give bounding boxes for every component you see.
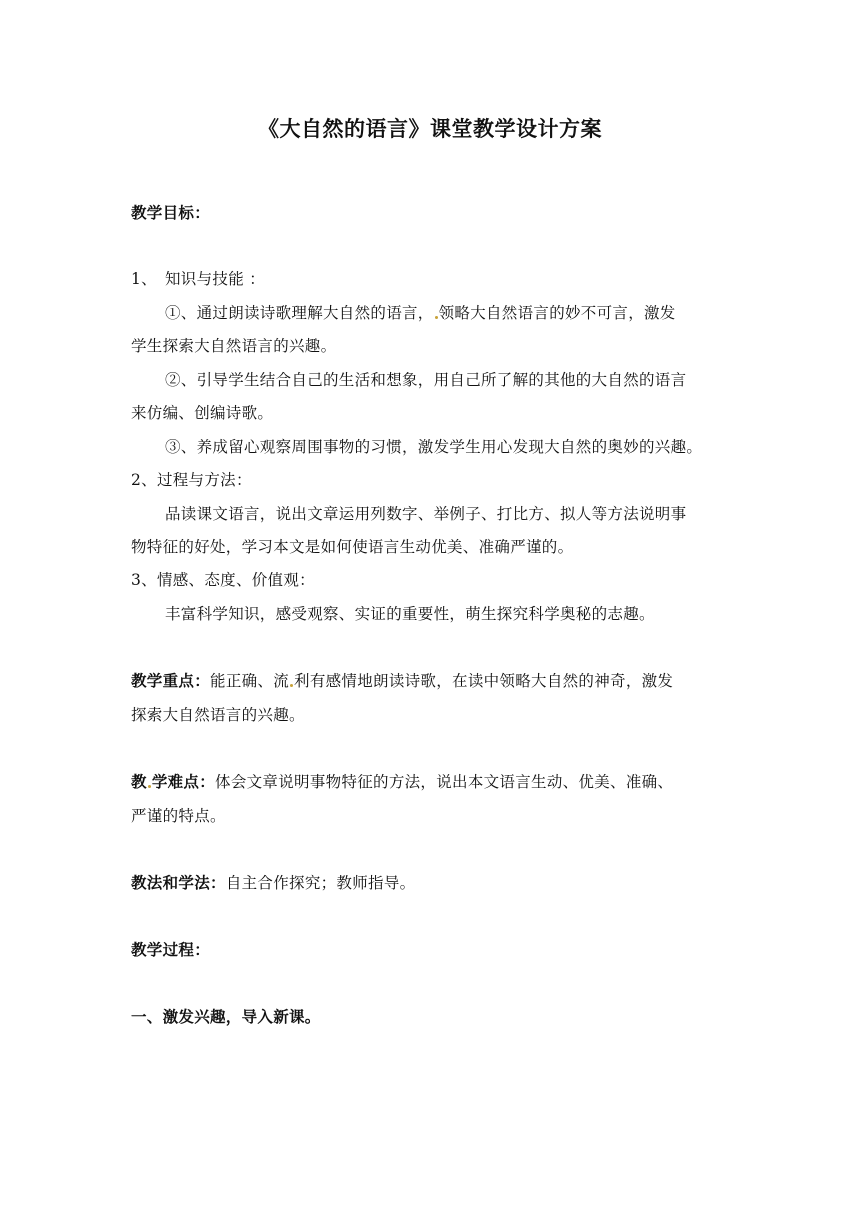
margin-mark-dot <box>290 684 293 687</box>
key-points-text-a: 能正确、流 <box>210 672 290 690</box>
key-points-continuation: 探索大自然语言的兴趣。 <box>131 706 305 724</box>
difficulties-continuation: 严谨的特点。 <box>131 807 226 825</box>
difficulties-label-a: 教 <box>131 773 147 791</box>
difficulties-line <box>131 771 741 793</box>
document-title: 《大自然的语言》课堂教学设计方案 <box>258 117 602 141</box>
objective-3-label: 3、情感、态度、价值观： <box>131 571 315 589</box>
difficulties-text: 体会文章说明事物特征的方法，说出本文语言生动、优美、准确、 <box>215 773 674 791</box>
objective-1-point-3: ③、养成留心观察周围事物的习惯，激发学生用心发现大自然的奥妙的兴趣。 <box>165 438 703 456</box>
objective-2-label: 2、过程与方法： <box>131 471 252 489</box>
step-1-heading: 一、激发兴趣，导入新课。 <box>131 1008 321 1026</box>
key-points-label: 教学重点： <box>131 672 211 690</box>
methods-text: 自主合作探究；教师指导。 <box>225 874 416 892</box>
margin-mark-dot <box>148 785 151 788</box>
objectives-heading: 教学目标： <box>131 204 211 222</box>
objective-2-text-continuation: 物特征的好处，学习本文是如何使语言生动优美、准确严谨的。 <box>131 538 574 556</box>
objective-1-point-2: ②、引导学生结合自己的生活和想象，用自己所了解的其他的大自然的语言 <box>165 371 687 389</box>
objective-1-label: 知识与技能 ： <box>165 270 266 288</box>
objective-1-number: 1、 <box>131 270 157 288</box>
methods-line <box>131 872 741 894</box>
objective-1-point-1-part-a: ①、通过朗读诗歌理解大自然的语言， <box>165 304 434 322</box>
key-points-line <box>131 670 741 692</box>
difficulties-label-b: 学难点： <box>151 773 216 791</box>
objective-1-point-2-continuation: 来仿编、创编诗歌。 <box>131 404 274 422</box>
objective-1-line <box>131 268 741 290</box>
objective-3-text: 丰富科学知识，感受观察、实证的重要性，萌生探究科学奥秘的志趣。 <box>165 605 655 623</box>
process-heading: 教学过程： <box>131 941 211 959</box>
objective-1-point-1 <box>165 302 775 324</box>
margin-mark-dot <box>435 316 438 319</box>
objective-1-point-1-continuation: 学生探索大自然语言的兴趣。 <box>131 337 337 355</box>
objective-2-text: 品读课文语言，说出文章运用列数字、举例子、打比方、拟人等方法说明事 <box>165 505 687 523</box>
objective-1-point-1-part-b: 领略大自然语言的妙不可言，激发 <box>438 304 676 322</box>
methods-label: 教法和学法： <box>131 874 226 892</box>
key-points-text-b: 利有感情地朗读诗歌，在读中领略大自然的神奇，激发 <box>294 672 674 690</box>
